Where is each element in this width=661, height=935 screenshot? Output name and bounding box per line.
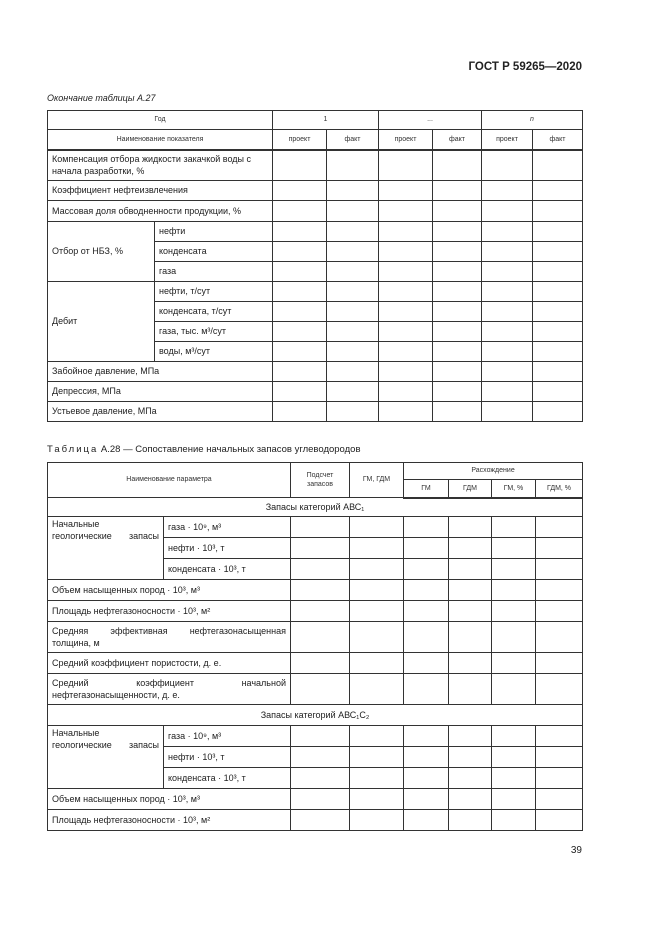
- reserves-table: [47, 462, 583, 831]
- row-label: Депрессия, МПа: [48, 382, 273, 402]
- row-label: нефти · 10³, т: [164, 538, 291, 559]
- row-label: конденсата · 10³, т: [164, 559, 291, 580]
- row-label: воды, м³/сут: [155, 342, 273, 362]
- row-label: Компенсация отбора жидкости закачкой воды с начала разработки, %: [48, 150, 273, 181]
- row-label: Коэффициент нефтеизвлечения: [48, 181, 273, 201]
- group-label: Отбор от НБЗ, %: [48, 222, 155, 282]
- row-label: Объем насыщенных пород · 10³, м³: [48, 580, 291, 601]
- row-label: Устьевое давление, МПа: [48, 402, 273, 422]
- table-title-prefix: Таблица: [47, 444, 99, 455]
- subcol-header: проект: [379, 130, 433, 150]
- subcol-header: факт: [433, 130, 482, 150]
- row-label: нефти: [155, 222, 273, 242]
- standard-number: ГОСТ Р 59265—2020: [468, 61, 582, 73]
- row-label: Средняя эффективная нефтегазонасыщенная толщина, м: [48, 622, 291, 653]
- diff-header: Расхождение: [404, 463, 583, 480]
- count-header: Подсчет запасов: [291, 463, 350, 498]
- row-label: газа, тыс. м³/сут: [155, 322, 273, 342]
- diff-subcol: ГДМ: [449, 480, 492, 498]
- year-col: n: [482, 111, 583, 130]
- table-title: [47, 444, 361, 455]
- table-title-text: А.28 — Сопоставление начальных запасов углеводородов: [98, 444, 361, 455]
- row-label: газа · 10⁹, м³: [164, 517, 291, 538]
- subcol-header: проект: [273, 130, 327, 150]
- row-label: Площадь нефтегазоносности · 10³, м²: [48, 601, 291, 622]
- diff-subcol: ГМ, %: [492, 480, 536, 498]
- table-continuation-caption: Окончание таблицы А.27: [47, 93, 156, 103]
- indicator-header: Наименование показателя: [48, 130, 273, 150]
- row-label: Объем насыщенных пород · 10³, м³: [48, 789, 291, 810]
- row-label: Площадь нефтегазоносности · 10³, м²: [48, 810, 291, 831]
- row-label: газа · 10⁹, м³: [164, 726, 291, 747]
- indicators-table: [47, 110, 583, 422]
- group-label: Начальные геологические запасы: [48, 517, 164, 580]
- group-label: Начальные геологические запасы: [48, 726, 164, 789]
- row-label: Забойное давление, МПа: [48, 362, 273, 382]
- row-label: газа: [155, 262, 273, 282]
- section-header: Запасы категорий АВС₁С₂: [48, 705, 583, 726]
- row-label: конденсата, т/сут: [155, 302, 273, 322]
- diff-subcol: ГМ: [404, 480, 449, 498]
- subcol-header: факт: [533, 130, 583, 150]
- year-header: Год: [48, 111, 273, 130]
- row-label: Массовая доля обводненности продукции, %: [48, 201, 273, 222]
- year-col: ...: [379, 111, 482, 130]
- row-label: Средний коэффициент пористости, д. е.: [48, 653, 291, 674]
- section-header: Запасы категорий АВС₁: [48, 498, 583, 517]
- param-header: Наименование параметра: [48, 463, 291, 498]
- subcol-header: факт: [327, 130, 379, 150]
- row-label: нефти · 10³, т: [164, 747, 291, 768]
- model-header: ГМ, ГДМ: [350, 463, 404, 498]
- year-col: 1: [273, 111, 379, 130]
- row-label: конденсата · 10³, т: [164, 768, 291, 789]
- group-label: Дебит: [48, 282, 155, 362]
- row-label: конденсата: [155, 242, 273, 262]
- page-number: 39: [570, 845, 582, 856]
- diff-subcol: ГДМ, %: [536, 480, 583, 498]
- subcol-header: проект: [482, 130, 533, 150]
- row-label: нефти, т/сут: [155, 282, 273, 302]
- row-label: Средний коэффициент начальной нефтегазонасыщенности, д. е.: [48, 674, 291, 705]
